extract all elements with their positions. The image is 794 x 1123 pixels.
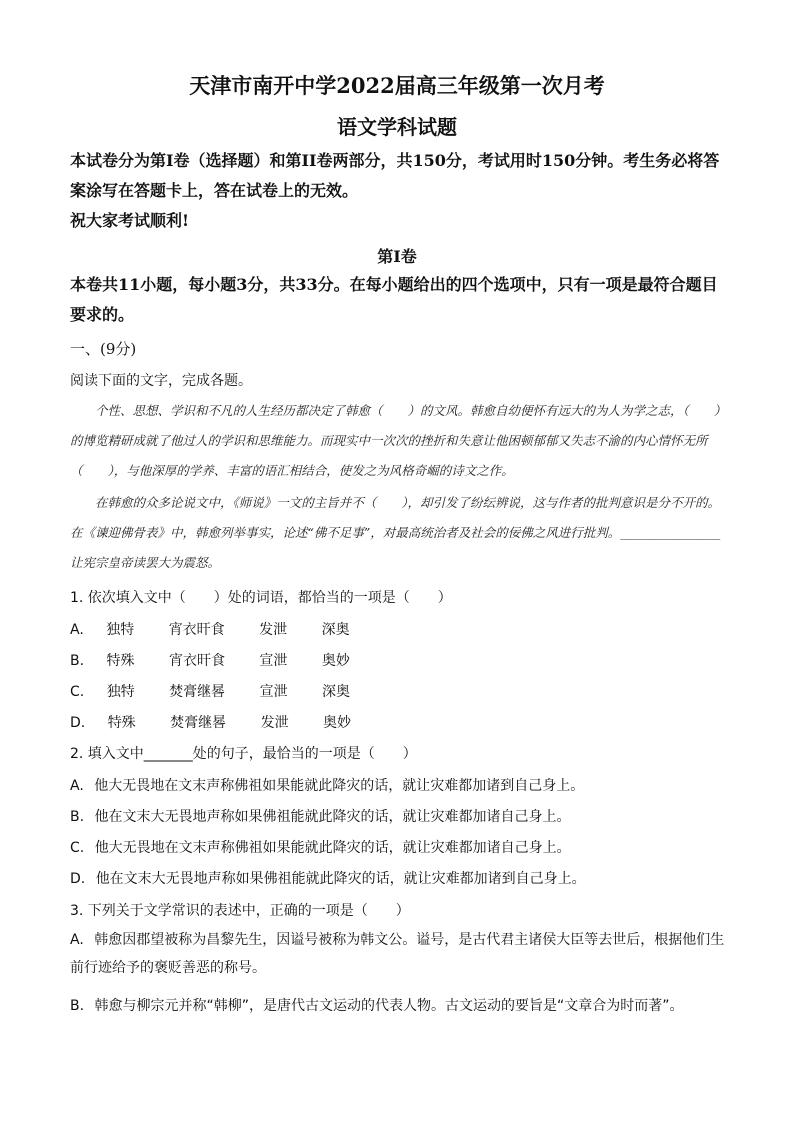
option-word: 发泄 (260, 715, 289, 731)
option-letter: A. (70, 932, 84, 948)
option-letter: B. (70, 998, 85, 1014)
option-letter: D. (70, 871, 86, 887)
option-letter: C. (70, 840, 85, 856)
option-word: 发泄 (259, 622, 288, 638)
option-text: 他大无畏地在文末声称佛祖如果能就此降灾的话，就让灾难都加诸到自己身上。 (94, 778, 585, 794)
exam-wish: 祝大家考试顺利! (70, 211, 190, 230)
question-2-option-c[interactable] (70, 837, 571, 857)
option-text: 他大无畏地在文末声称佛祖如果能就此降灾的话，就让灾难都加诸自己身上。 (94, 840, 571, 856)
option-word: 焚膏继晷 (169, 684, 226, 700)
option-word: 深奥 (322, 684, 351, 700)
option-word: 独特 (106, 622, 135, 638)
question-2-option-b[interactable] (70, 806, 571, 826)
option-letter: D. (70, 715, 86, 731)
passage-paragraph-2: 在韩愈的众多论说文中，《师说》一文的主旨并不（ ），却引发了纷纭辨说，这与作者的批判意识是分不开的。在《谏迎佛骨表》中，韩愈列举事实，论述“佛不足事”，对最高统治者及社会的佞佛之风进行批判。________________让宪宗皇帝读罢大为震怒。 (70, 495, 721, 570)
question-1-option-b[interactable] (70, 650, 362, 670)
option-letter: A. (70, 622, 84, 638)
option-text: 他在文末大无畏地声称如果佛祖能就此降灾的话，就让灾难都加诸到自己身上。 (95, 871, 586, 887)
exam-subtitle: 语文学科试题 (337, 115, 457, 139)
option-word: 奥妙 (321, 653, 350, 669)
part-heading: 第I卷 (377, 247, 417, 266)
option-word: 深奥 (321, 622, 350, 638)
question-3-option-b[interactable] (70, 992, 726, 1020)
option-text: 韩愈因郡望被称为昌黎先生，因谥号被称为韩文公。谥号，是古代君主诸侯大臣等去世后，根据他们生前行迹给予的褒贬善恶的称号。 (70, 932, 725, 976)
option-word: 特殊 (106, 653, 135, 669)
question-3-option-a[interactable] (70, 926, 726, 982)
question-1-option-a[interactable] (70, 619, 362, 639)
passage-paragraph-1: 个性、思想、学识和不凡的人生经历都决定了韩愈（ ）的文风。韩愈自幼便怀有远大的为人为学之志，（ ）的博览精研成就了他过人的学识和思维能力。而现实中一次次的挫折和失意让他困顿郁郁又失志不渝的内心情怀无所（ ），与他深厚的学养、丰富的语汇相结合，使发之为风格奇崛的诗文之作。 (70, 403, 721, 478)
section-heading: 一、(9分) (70, 340, 137, 358)
option-letter: B. (70, 809, 85, 825)
option-word: 独特 (106, 684, 135, 700)
option-letter: C. (70, 684, 85, 700)
option-word: 焚膏继晷 (170, 715, 227, 731)
part-instructions: 本卷共11小题，每小题3分，共33分。在每小题给出的四个选项中，只有一项是最符合题目要求的。 (70, 275, 718, 324)
question-2-option-d[interactable] (70, 868, 586, 888)
question-1-option-c[interactable] (70, 681, 362, 701)
option-word: 特殊 (107, 715, 136, 731)
option-word: 宵衣旰食 (168, 622, 225, 638)
option-letter: B. (70, 653, 85, 669)
option-text: 他在文末大无畏地声称如果佛祖能就此降灾的话，就让灾难都加诸自己身上。 (94, 809, 571, 825)
option-letter: A. (70, 778, 84, 794)
option-text: 韩愈与柳宗元并称“韩柳”，是唐代古文运动的代表人物。古文运动的要旨是“文章合为时而著”。 (94, 998, 684, 1014)
option-word: 宣泄 (259, 653, 288, 669)
question-2-option-a[interactable] (70, 775, 584, 795)
exam-title: 天津市南开中学2022届高三年级第一次月考 (189, 73, 605, 98)
option-word: 宵衣旰食 (168, 653, 225, 669)
question-2-stem: 2. 填入文中_______处的句子，最恰当的一项是（ ） (70, 746, 417, 762)
option-word: 奥妙 (323, 715, 352, 731)
exam-notice: 本试卷分为第I卷（选择题）和第II卷两部分，共150分，考试用时150分钟。考生务必将答案涂写在答题卡上，答在试卷上的无效。 (70, 151, 720, 200)
question-1-stem: 1. 依次填入文中（ ）处的词语，都恰当的一项是（ ） (70, 590, 452, 606)
reading-prompt: 阅读下面的文字，完成各题。 (70, 373, 252, 389)
question-1-option-d[interactable] (70, 712, 363, 732)
option-word: 宣泄 (259, 684, 288, 700)
question-3-stem: 3. 下列关于文学常识的表述中，正确的一项是（ ） (70, 903, 410, 919)
